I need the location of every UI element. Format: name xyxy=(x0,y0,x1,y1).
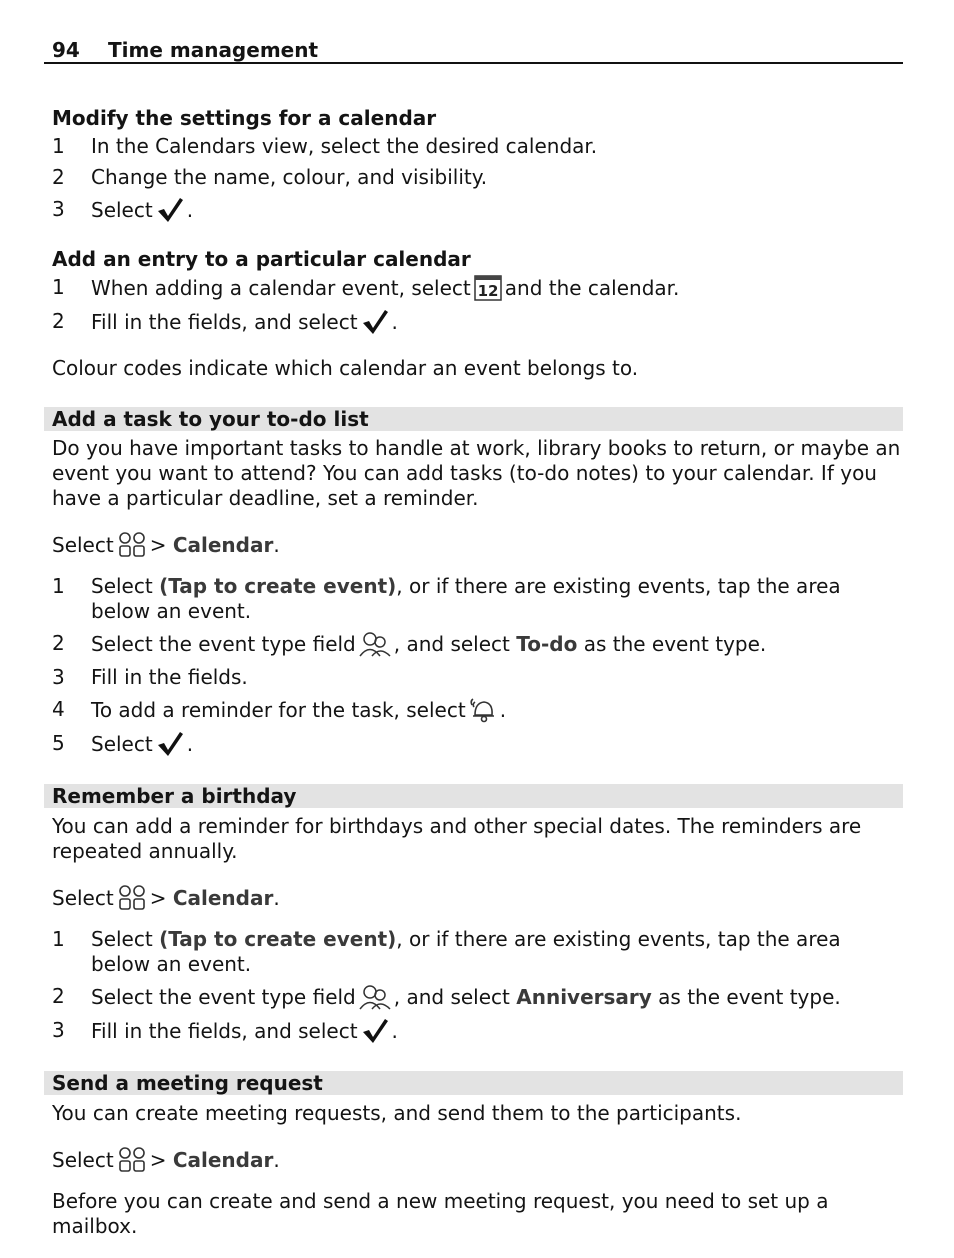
intro-paragraph: You can create meeting requests, and send them to the participants. xyxy=(52,1101,742,1125)
checkmark-icon xyxy=(156,731,184,763)
apps-grid-icon xyxy=(117,530,147,564)
select-calendar-instruction: Select > Calendar. xyxy=(52,1145,904,1179)
checkmark-icon xyxy=(361,309,389,341)
section-bar-add-task: Add a task to your to-do list xyxy=(44,407,903,431)
svg-text:12: 12 xyxy=(477,282,499,300)
note-colour-codes: Colour codes indicate which calendar an event belongs to. xyxy=(52,356,639,380)
checkmark-icon xyxy=(156,197,184,229)
checkmark-icon xyxy=(361,1018,389,1050)
calendar-12-icon xyxy=(474,275,502,307)
reminder-bell-icon xyxy=(469,697,497,729)
select-calendar-instruction: Select > Calendar. xyxy=(52,883,904,917)
page-header xyxy=(44,36,903,64)
section-bar-meeting-request: Send a meeting request xyxy=(44,1071,903,1095)
intro-paragraph: You can add a reminder for birthdays and other special dates. The reminders are repeated annually. xyxy=(52,814,862,863)
section-bar-remember-birthday: Remember a birthday xyxy=(44,784,903,808)
apps-grid-icon xyxy=(117,1145,147,1179)
note-mailbox: Before you can create and send a new meeting request, you need to set up a mailbox. xyxy=(52,1189,829,1238)
section-heading-modify-settings: Modify the settings for a calendar xyxy=(52,106,437,130)
chapter-title: Time management xyxy=(108,38,319,62)
intro-paragraph: Do you have important tasks to handle at work, library books to return, or maybe an event you want to attend? You can add tasks (to-do notes) to your calendar. If you have a particular deadline, set a reminder. xyxy=(52,436,901,510)
apps-grid-icon xyxy=(117,883,147,917)
people-icon xyxy=(359,631,391,663)
page-number: 94 xyxy=(52,38,80,62)
people-icon xyxy=(359,984,391,1016)
select-calendar-instruction: Select > Calendar. xyxy=(52,530,904,564)
section-heading-add-entry: Add an entry to a particular calendar xyxy=(52,247,471,271)
